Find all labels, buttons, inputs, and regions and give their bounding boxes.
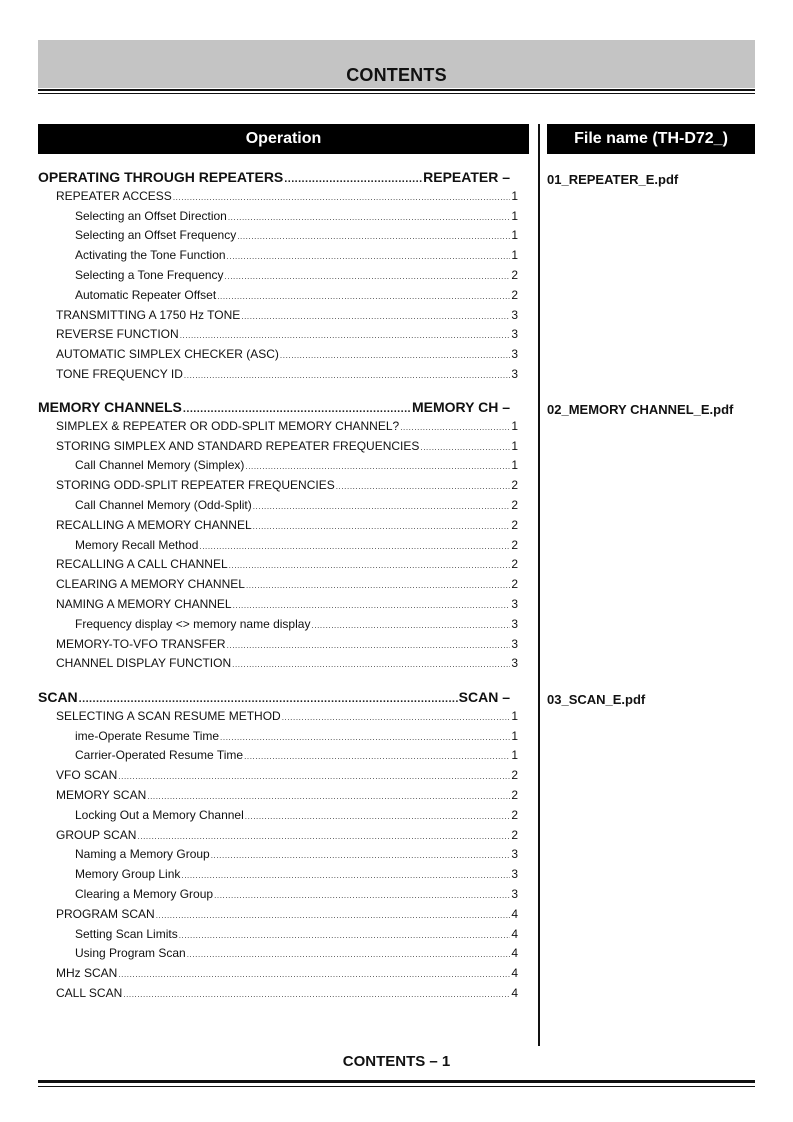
dot-leader <box>227 642 511 650</box>
title-rule-thick <box>38 89 755 91</box>
dot-leader <box>280 352 510 360</box>
footer-rule-thick <box>38 1080 755 1083</box>
toc-entry-page: 1 <box>511 458 518 473</box>
toc-entry-label: Carrier-Operated Resume Time <box>75 748 244 763</box>
toc-entry-page: 2 <box>511 807 518 822</box>
toc-entry-label: SELECTING A SCAN RESUME METHOD <box>56 708 281 723</box>
column-divider <box>538 124 540 1046</box>
section-tag: SCAN – <box>458 689 510 705</box>
toc-entry-label: TRANSMITTING A 1750 Hz TONE <box>56 307 241 322</box>
toc-entry[interactable] <box>75 268 518 282</box>
dot-leader <box>253 523 511 531</box>
toc-entry[interactable] <box>56 439 518 453</box>
toc-entry-page: 2 <box>511 517 518 532</box>
toc-entry-page: 1 <box>511 708 518 723</box>
toc-entry[interactable] <box>56 367 518 381</box>
toc-entry-page: 2 <box>511 788 518 802</box>
toc-entry-label: Call Channel Memory (Simplex) <box>75 458 245 473</box>
toc-entry-page: 4 <box>511 906 518 921</box>
dot-leader <box>420 444 510 452</box>
toc-entry-label: REVERSE FUNCTION <box>56 327 179 342</box>
toc-entry[interactable] <box>75 498 518 512</box>
page-footer: CONTENTS – 1 <box>342 1053 451 1070</box>
toc-entry-page: 2 <box>511 537 518 552</box>
toc-entry[interactable] <box>75 927 518 941</box>
toc-entry[interactable] <box>75 288 518 302</box>
dot-leader <box>173 194 511 202</box>
toc-entry[interactable] <box>56 597 518 611</box>
toc-entry[interactable] <box>75 248 518 262</box>
toc-entry[interactable] <box>56 768 518 782</box>
dot-leader <box>244 753 510 761</box>
toc-entry[interactable] <box>56 327 518 341</box>
toc-entry-label: MEMORY SCAN <box>56 788 147 802</box>
dot-leader <box>233 602 511 610</box>
dot-leader <box>79 694 458 705</box>
dot-leader <box>246 582 510 590</box>
toc-entry-page: 4 <box>511 966 518 981</box>
toc-entry-label: NAMING A MEMORY CHANNEL <box>56 597 232 611</box>
toc-entry[interactable] <box>56 478 518 492</box>
dot-leader <box>245 813 511 821</box>
toc-entry[interactable] <box>75 867 518 881</box>
dot-leader <box>228 214 510 222</box>
toc-entry-label: RECALLING A MEMORY CHANNEL <box>56 517 252 532</box>
toc-entry-label: Automatic Repeater Offset <box>75 287 217 302</box>
toc-entry-label: VFO SCAN <box>56 768 118 783</box>
dot-leader <box>181 872 510 880</box>
toc-entry[interactable] <box>75 946 518 960</box>
toc-entry-page: 1 <box>511 748 518 763</box>
toc-entry[interactable] <box>56 966 518 980</box>
file-name-header: File name (TH-D72_) <box>547 124 755 154</box>
title-rule-thin <box>38 93 755 94</box>
toc-entry-label: Clearing a Memory Group <box>75 887 214 901</box>
toc-entry-page: 2 <box>511 827 518 842</box>
toc-entry-page: 4 <box>511 946 518 961</box>
toc-entry[interactable] <box>75 458 518 472</box>
toc-entry[interactable] <box>75 847 518 861</box>
toc-entry-label: RECALLING A CALL CHANNEL <box>56 557 228 572</box>
toc-entry[interactable] <box>56 637 518 651</box>
toc-entry-label: GROUP SCAN <box>56 827 137 842</box>
toc-entry-label: MEMORY-TO-VFO TRANSFER <box>56 636 226 651</box>
toc-entry[interactable] <box>75 808 518 822</box>
section-title: OPERATING THROUGH REPEATERS <box>38 169 284 185</box>
section-heading[interactable] <box>38 169 510 185</box>
toc-entry[interactable] <box>56 577 518 591</box>
toc-entry-page: 1 <box>511 228 518 243</box>
toc-entry-label: Selecting a Tone Frequency <box>75 268 224 282</box>
dot-leader <box>214 892 510 900</box>
toc-entry-label: PROGRAM SCAN <box>56 906 155 921</box>
file-name-link[interactable]: 03_SCAN_E.pdf <box>547 692 646 707</box>
toc-entry-label: Using Program Scan <box>75 946 186 961</box>
dot-leader <box>400 424 510 432</box>
toc-entry-label: Activating the Tone Function <box>75 248 226 263</box>
toc-entry-label: Locking Out a Memory Channel <box>75 807 244 822</box>
toc-entry[interactable] <box>56 828 518 842</box>
toc-entry-page: 1 <box>511 208 518 223</box>
toc-entry-page: 1 <box>511 438 518 453</box>
section-title: MEMORY CHANNELS <box>38 399 182 415</box>
toc-entry-label: Naming a Memory Group <box>75 847 210 862</box>
title-band <box>38 40 755 88</box>
toc-entry-page: 3 <box>511 327 518 342</box>
dot-leader <box>227 253 511 261</box>
dot-leader <box>118 773 510 781</box>
dot-leader <box>253 503 511 511</box>
dot-leader <box>180 332 511 340</box>
toc-entry[interactable] <box>75 617 518 631</box>
toc-entry-page: 1 <box>511 418 518 433</box>
toc-entry-label: Memory Recall Method <box>75 537 199 552</box>
dot-leader <box>232 661 510 669</box>
toc-entry-page: 3 <box>511 636 518 651</box>
toc-entry[interactable] <box>75 887 518 901</box>
dot-leader <box>282 714 511 722</box>
toc-entry-page: 3 <box>511 887 518 901</box>
toc-entry-page: 3 <box>511 307 518 322</box>
toc-entry-page: 3 <box>511 597 518 611</box>
toc-entry-label: STORING ODD-SPLIT REPEATER FREQUENCIES <box>56 478 335 493</box>
toc-entry-page: 3 <box>511 867 518 882</box>
toc-entry[interactable] <box>56 986 518 1000</box>
toc-entry[interactable] <box>56 656 518 670</box>
toc-entry[interactable] <box>56 557 518 571</box>
dot-leader <box>183 404 411 415</box>
toc-entry-label: ime-Operate Resume Time <box>75 728 220 743</box>
dot-leader <box>336 483 511 491</box>
dot-leader <box>156 912 511 920</box>
toc-entry-page: 2 <box>511 577 518 592</box>
toc-entry[interactable] <box>56 189 518 203</box>
toc-entry-label: CHANNEL DISPLAY FUNCTION <box>56 656 232 671</box>
dot-leader <box>147 793 510 801</box>
section-heading[interactable] <box>38 399 510 415</box>
toc-entry-page: 3 <box>511 847 518 862</box>
toc-entry-label: Memory Group Link <box>75 867 181 882</box>
dot-leader <box>137 833 510 841</box>
toc-entry-label: Frequency display <> memory name display <box>75 616 311 631</box>
toc-entry-label: CALL SCAN <box>56 986 123 1000</box>
toc-entry-label: CLEARING A MEMORY CHANNEL <box>56 577 245 592</box>
toc-entry-label: AUTOMATIC SIMPLEX CHECKER (ASC) <box>56 347 279 362</box>
dot-leader <box>229 562 511 570</box>
toc-entry-label: Selecting an Offset Direction <box>75 208 227 223</box>
dot-leader <box>118 971 510 979</box>
toc-entry-page: 1 <box>511 728 518 743</box>
toc-entry-page: 4 <box>511 986 518 1000</box>
toc-entry-label: SIMPLEX & REPEATER OR ODD-SPLIT MEMORY CHANNEL? <box>56 418 400 433</box>
dot-leader <box>284 174 422 185</box>
toc-entry-page: 1 <box>511 248 518 263</box>
toc-entry[interactable] <box>75 748 518 762</box>
dot-leader <box>220 734 510 742</box>
toc-entry-page: 2 <box>511 768 518 783</box>
toc-entry-page: 3 <box>511 347 518 362</box>
dot-leader <box>311 622 510 630</box>
dot-leader <box>245 463 510 471</box>
toc-entry[interactable] <box>56 709 518 723</box>
dot-leader <box>187 951 511 959</box>
toc-entry[interactable] <box>56 907 518 921</box>
toc-entry-page: 2 <box>511 557 518 572</box>
toc-entry[interactable] <box>75 729 518 743</box>
dot-leader <box>199 543 510 551</box>
dot-leader <box>211 852 511 860</box>
file-name-link[interactable]: 02_MEMORY CHANNEL_E.pdf <box>547 402 734 417</box>
toc-entry-page: 2 <box>511 268 518 282</box>
toc-entry[interactable] <box>56 347 518 361</box>
toc-entry-label: Setting Scan Limits <box>75 926 178 941</box>
toc-entry[interactable] <box>56 308 518 322</box>
footer-rule-thin <box>38 1086 755 1087</box>
section-title: SCAN <box>38 689 78 705</box>
toc-entry-label: MHz SCAN <box>56 966 118 981</box>
toc-entry[interactable] <box>56 419 518 433</box>
section-tag: MEMORY CH – <box>411 399 510 415</box>
toc-entry[interactable] <box>75 209 518 223</box>
dot-leader <box>184 372 510 380</box>
toc-entry-page: 4 <box>511 926 518 941</box>
toc-entry-page: 1 <box>511 188 518 203</box>
toc-entry-page: 2 <box>511 287 518 302</box>
dot-leader <box>217 293 510 301</box>
toc-entry[interactable] <box>56 788 518 802</box>
toc-entry[interactable] <box>56 518 518 532</box>
toc-entry-label: Selecting an Offset Frequency <box>75 228 237 243</box>
operation-header: Operation <box>38 124 529 154</box>
toc-entry-page: 3 <box>511 367 518 381</box>
page-title: CONTENTS <box>346 65 447 85</box>
toc-entry-page: 3 <box>511 616 518 631</box>
file-name-link[interactable]: 01_REPEATER_E.pdf <box>547 172 679 187</box>
toc-entry-label: Call Channel Memory (Odd-Split) <box>75 498 252 512</box>
toc-entry-label: STORING SIMPLEX AND STANDARD REPEATER FREQUENCIES <box>56 438 420 453</box>
toc-entry-label: TONE FREQUENCY ID <box>56 367 183 381</box>
toc-entry[interactable] <box>75 538 518 552</box>
dot-leader <box>225 273 511 281</box>
section-heading[interactable] <box>38 689 510 705</box>
section-tag: REPEATER – <box>423 169 510 185</box>
toc-entry-page: 2 <box>511 498 518 512</box>
dot-leader <box>179 932 511 940</box>
toc-entry-label: REPEATER ACCESS <box>56 188 172 203</box>
toc-entry-page: 3 <box>511 656 518 671</box>
toc-entry-page: 2 <box>511 478 518 493</box>
toc-entry[interactable] <box>75 228 518 242</box>
dot-leader <box>237 233 510 241</box>
dot-leader <box>123 991 510 999</box>
dot-leader <box>241 313 510 321</box>
